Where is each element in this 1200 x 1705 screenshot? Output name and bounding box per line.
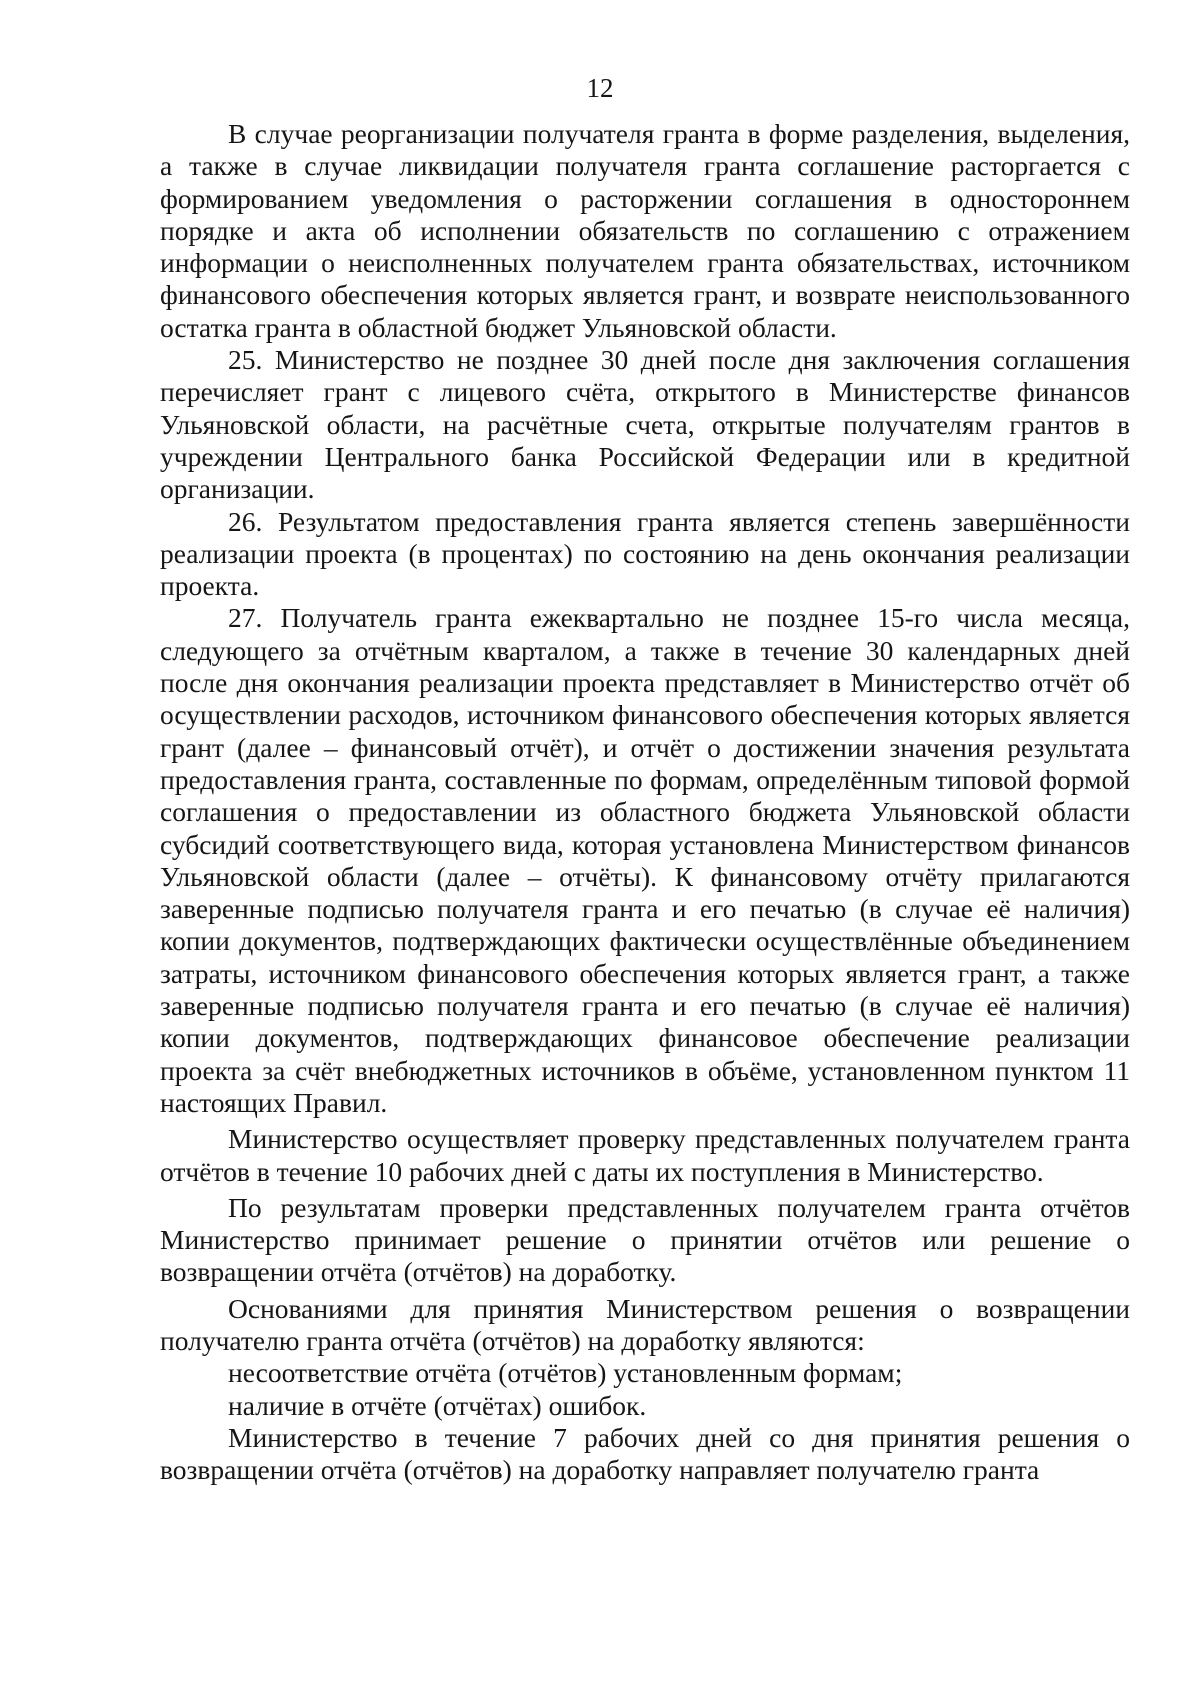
page-number: 12 (586, 73, 614, 103)
paragraph-item-25: 25. Министерство не позднее 30 дней после дня заключения соглашения перечисляет грант с лицевого счёта, открытого в Министерстве финансов Ульяновской области, на расчётные счета, открытые получателям грантов в учреждении Центрального банка Российской Федерации или в кредитной организации. (160, 344, 1130, 505)
paragraph-item-27: 27. Получатель гранта ежеквартально не позднее 15-го числа месяца, следующего за отчётным кварталом, а также в течение 30 календарных дней после дня окончания реализации проекта представляет в Министерство отчёт об осуществлении расходов, источником финансового обеспечения которых является грант (далее – финансовый отчёт), и отчёт о достижении значения результата предоставления гранта, составленные по формам, определённым типовой формой соглашения о предоставлении из областного бюджета Ульяновской области субсидий соответствующего вида, которая установлена Министерством финансов Ульяновской области (далее – отчёты). К финансовому отчёту прилагаются заверенные подписью получателя гранта и его печатью (в случае её наличия) копии документов, подтверждающих фактически осуществлённые объединением затраты, источником финансового обеспечения которых является грант, а также заверенные подписью получателя гранта и его печатью (в случае её наличия) копии документов, подтверждающих финансовое обеспечение реализации проекта за счёт внебюджетных источников в объёме, установленном пунктом 11 настоящих Правил. (160, 602, 1130, 1118)
paragraph-reorganization: В случае реорганизации получателя гранта в форме разделения, выделения, а также в случае ликвидации получателя гранта соглашение расторгается с формированием уведомления о расторжении соглашения в одностороннем порядке и акта об исполнении обязательств по соглашению с отражением информации о неисполненных получателем гранта обязательствах, источником финансового обеспечения которых является грант, и возврате неиспользованного остатка гранта в областной бюджет Ульяновской области. (160, 118, 1130, 343)
paragraph-grounds: Основаниями для принятия Министерством решения о возвращении получателю гранта отчёта (отчётов) на доработку являются: (160, 1292, 1130, 1356)
paragraph-verification: Министерство осуществляет проверку представленных получателем гранта отчётов в течение 10 рабочих дней с даты их поступления в Министерство. (160, 1123, 1130, 1187)
list-item-errors: наличие в отчёте (отчётах) ошибок. (228, 1389, 647, 1421)
paragraph-decision: По результатам проверки представленных получателем гранта отчётов Министерство принимает решение о принятии отчётов или решение о возвращении отчёта (отчётов) на доработку. (160, 1191, 1130, 1288)
document-body (160, 118, 1130, 1486)
paragraph-return-deadline: Министерство в течение 7 рабочих дней со дня принятия решения о возвращении отчёта (отчётов) на доработку направляет получателю гранта (160, 1421, 1130, 1486)
paragraph-item-26: 26. Результатом предоставления гранта является степень завершённости реализации проекта (в процентах) по состоянию на день окончания реализации проекта. (160, 505, 1130, 602)
list-item-nonconformity: несоответствие отчёта (отчётов) установленным формам; (228, 1357, 903, 1389)
